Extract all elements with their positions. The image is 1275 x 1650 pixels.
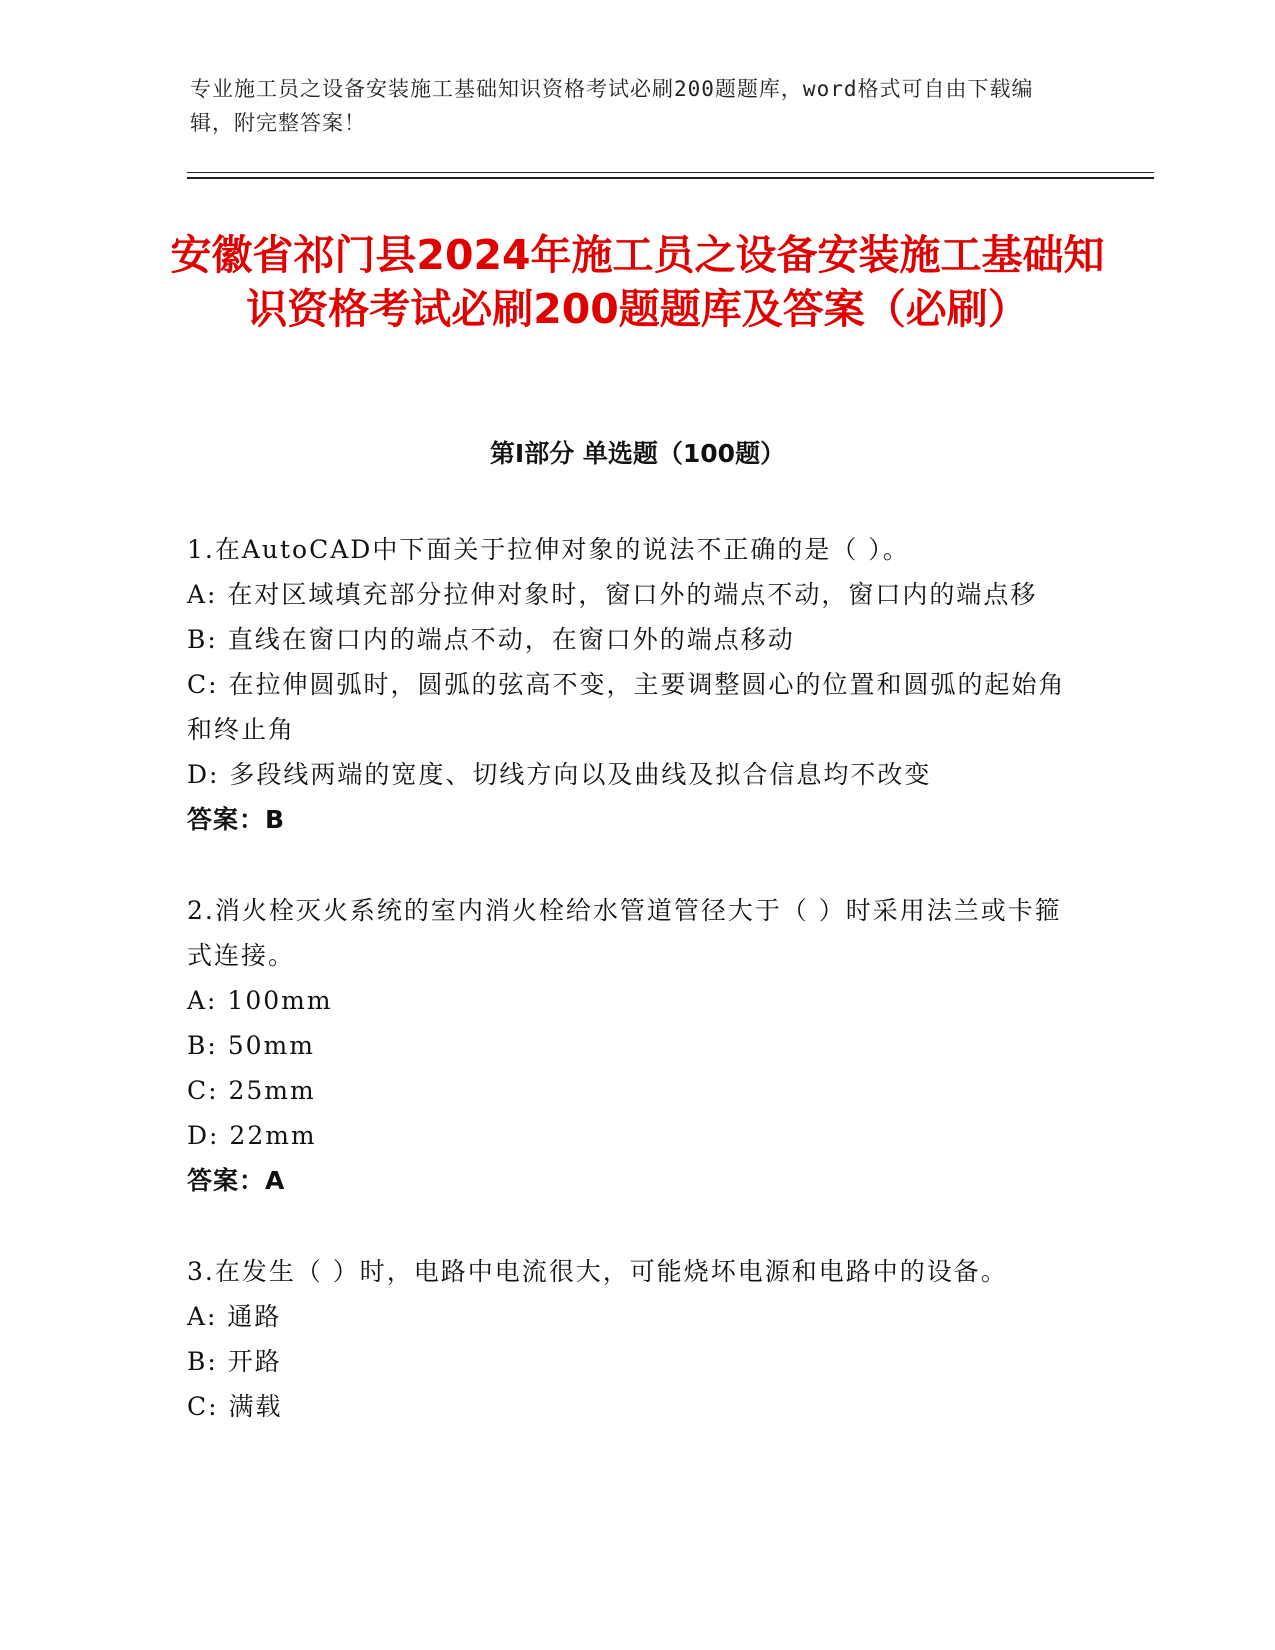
option-a: A: 100mm bbox=[187, 986, 333, 1015]
option-c: C: 25mm bbox=[187, 1076, 316, 1105]
question-3 bbox=[187, 1249, 1077, 1429]
header-rule-thin bbox=[187, 172, 1154, 173]
header-rule-thick bbox=[187, 177, 1154, 179]
option-a: A: 在对区域填充部分拉伸对象时，窗口外的端点不动，窗口内的端点移 bbox=[187, 580, 1038, 609]
option-c: C: 满载 bbox=[187, 1392, 283, 1421]
question-stem: 1.在AutoCAD中下面关于拉伸对象的说法不正确的是（ ）。 bbox=[187, 535, 910, 564]
question-stem: 3.在发生（ ）时，电路中电流很大，可能烧坏电源和电路中的设备。 bbox=[187, 1257, 1008, 1286]
question-2 bbox=[187, 888, 1077, 1203]
question-list bbox=[187, 527, 1077, 1475]
answer-line: 答案：B bbox=[187, 805, 286, 834]
option-b: B: 开路 bbox=[187, 1347, 282, 1376]
option-b: B: 50mm bbox=[187, 1031, 315, 1060]
answer-line: 答案：A bbox=[187, 1166, 286, 1195]
option-b: B: 直线在窗口内的端点不动，在窗口外的端点移动 bbox=[187, 625, 795, 654]
header-note: 专业施工员之设备安装施工基础知识资格考试必刷200题题库，word格式可自由下载编辑，附完整答案！ bbox=[190, 77, 1034, 135]
option-d: D: 多段线两端的宽度、切线方向以及曲线及拟合信息均不改变 bbox=[187, 760, 932, 789]
section-heading: 第Ⅰ部分 单选题（100题） bbox=[489, 439, 786, 468]
document-title: 安徽省祁门县2024年施工员之设备安装施工基础知识资格考试必刷200题题库及答案（必刷） bbox=[170, 231, 1105, 333]
option-d: D: 22mm bbox=[187, 1121, 317, 1150]
option-a: A: 通路 bbox=[187, 1302, 282, 1331]
question-1 bbox=[187, 527, 1077, 842]
question-stem: 2.消火栓灭火系统的室内消火栓给水管道管径大于（ ）时采用法兰或卡箍式连接。 bbox=[187, 896, 1062, 970]
option-c: C: 在拉伸圆弧时，圆弧的弦高不变，主要调整圆心的位置和圆弧的起始角和终止角 bbox=[187, 670, 1066, 744]
